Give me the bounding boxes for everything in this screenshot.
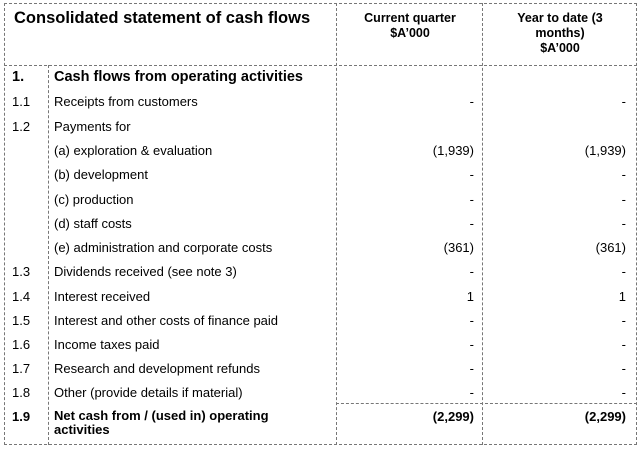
table-row: 1.8 Other (provide details if material) - -: [12, 385, 626, 400]
table-title: Consolidated statement of cash flows: [14, 9, 311, 27]
table-row: 1.6 Income taxes paid - -: [12, 337, 626, 352]
table-row: 1.1 Receipts from customers - -: [12, 94, 626, 109]
table-row: 1.4 Interest received 1 1: [12, 289, 626, 304]
current-quarter-header: Current quarter $A’000: [364, 11, 456, 40]
table-row: 1.2 Payments for: [12, 119, 131, 134]
table-row: (c) production - -: [54, 192, 626, 207]
table-row: (d) staff costs - -: [54, 216, 626, 231]
total-row: 1.9 Net cash from / (used in) operating activities (2,299) (2,299): [12, 408, 626, 437]
section-heading: 1. Cash flows from operating activities: [12, 69, 303, 85]
year-to-date-header: Year to date (3 months) $A’000: [517, 11, 603, 55]
table-row: (b) development - -: [54, 167, 626, 182]
cash-flow-table: [4, 3, 637, 445]
table-row: 1.7 Research and development refunds - -: [12, 361, 626, 376]
table-row: (a) exploration & evaluation (1,939) (1,939): [54, 143, 626, 158]
table-row: 1.3 Dividends received (see note 3) - -: [12, 264, 626, 279]
table-row: 1.5 Interest and other costs of finance paid - -: [12, 313, 626, 328]
table-row: (e) administration and corporate costs (361) (361): [54, 240, 626, 255]
